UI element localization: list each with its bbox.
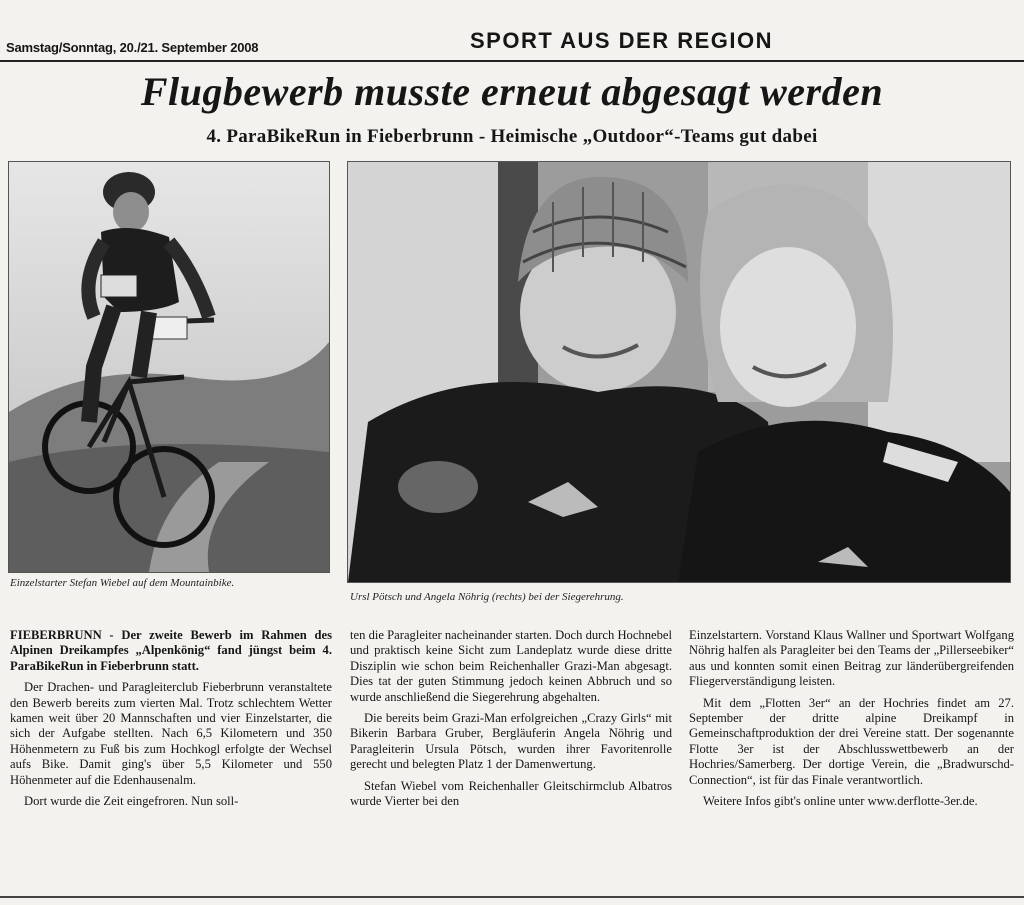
photo-mountainbiker (8, 161, 330, 573)
paragraph: ten die Paragleiter nacheinander starten. Doch durch Hochnebel und praktisch keine Sicht zum Landeplatz wurde diese dritte Disziplin wie schon beim Reichenhaller Grazi-Man abgesagt. Dies tat der guten Stimmung jedoch keinen Abbruch und so wurde anschließend die Siegerehrung abgehalten. (350, 628, 672, 704)
paragraph: Stefan Wiebel vom Reichenhaller Gleitschirmclub Albatros wurde Vierter bei den (350, 778, 672, 809)
article-column-1 (10, 628, 332, 815)
dateline: Samstag/Sonntag, 20./21. September 2008 (6, 40, 259, 55)
photo-award-ceremony (347, 161, 1011, 583)
header-rule (0, 60, 1024, 62)
article-column-3 (689, 628, 1014, 815)
paragraph: Die bereits beim Grazi-Man erfolgreichen „Crazy Girls“ mit Bikerin Barbara Gruber, Bergläuferin Angela Nöhrig und Paragleiterin Ursula Pötsch, wurden ihrer Favoritenrolle gerecht und belegten Platz 1 der Damenwertung. (350, 711, 672, 772)
article-column-2 (350, 628, 672, 815)
subheadline: 4. ParaBikeRun in Fieberbrunn - Heimische „Outdoor“-Teams gut dabei (206, 126, 818, 147)
photo-caption-2: Ursl Pötsch und Angela Nöhrig (rechts) bei der Siegerehrung. (350, 591, 624, 603)
paragraph: Weitere Infos gibt's online unter www.derflotte-3er.de. (703, 794, 978, 809)
paragraph: Dort wurde die Zeit eingefroren. Nun soll- (24, 794, 239, 809)
photo-caption-1: Einzelstarter Stefan Wiebel auf dem Mountainbike. (10, 577, 235, 589)
footer-rule (0, 896, 1024, 898)
headline: Flugbewerb musste erneut abgesagt werden (140, 69, 884, 114)
paragraph: Mit dem „Flotten 3er“ an der Hochries findet am 27. September der dritte alpine Dreikampf in Gemeinschaftproduktion der drei Vereine statt. Der sogenannte Flotte 3er ist der Abschlusswettbewerb an der Hochries/Samerberg. Der dortige Verein, die „Bradwurschd-Connection“, ist für das Finale verantwortlich. (689, 695, 1014, 787)
article-lead: FIEBERBRUNN - Der zweite Bewerb im Rahmen des Alpinen Dreikampfes „Alpenkönig“ fand jüngst beim 4. ParaBikeRun in Fieberbrunn statt. (10, 628, 332, 673)
section-title: SPORT AUS DER REGION (470, 28, 773, 53)
paragraph: Einzelstartern. Vorstand Klaus Wallner und Sportwart Wolfgang Nöhrig halfen als Paragleiter bei den Teams der „Pillerseebiker“ aus und konnten somit einen Beitrag zur länderübergreifenden Fliegerverständigung leisten. (689, 628, 1014, 689)
paragraph: Der Drachen- und Paragleiterclub Fieberbrunn veranstaltete den Bewerb bereits zum vierten Mal. Trotz schlechtem Wetter kamen weit über 20 Mannschaften und vier Einzelstarter, die sich der Aufgabe stellten. Nach 6,5 Kilometern und 350 Höhenmetern zu Fuß bis zum Hochkogl erfolgte der Wechsel aufs Bike. Damit ging's über 5,5 Kilometer und 550 Höhenmeter auf die Edenhausenalm. (10, 680, 332, 787)
